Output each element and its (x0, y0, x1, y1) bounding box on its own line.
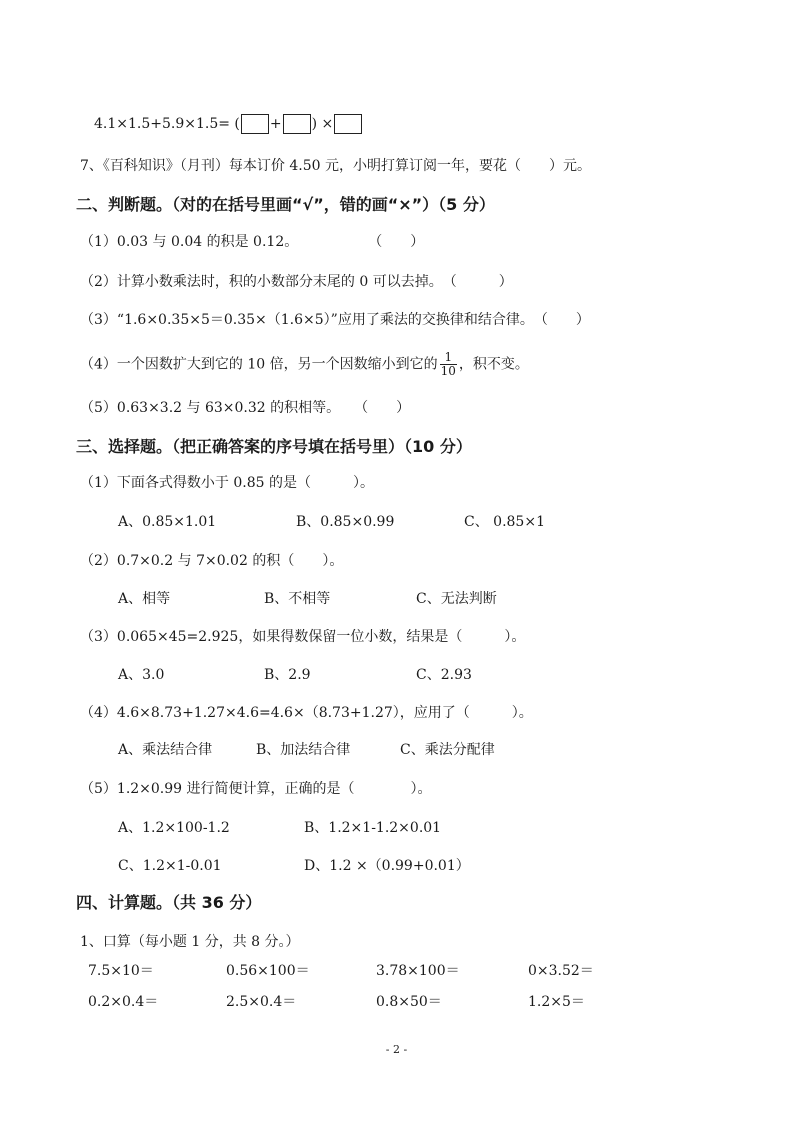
section-2-heading: 二、判断题。（对的在括号里画“√”，错的画“×”）（5 分） (76, 195, 495, 214)
judge-item-3: （3）“1.6×0.35×5＝0.35×（1.6×5）”应用了乘法的交换律和结合律。 （ ） (80, 312, 590, 328)
choice-3-option-c: C、2.93 (416, 667, 472, 683)
choice-4-option-b: B、加法结合律 (256, 742, 351, 758)
judge-item-4 (80, 351, 529, 378)
choice-4-option-a: A、乘法结合律 (118, 742, 213, 758)
section-4-heading: 四、计算题。（共 36 分） (76, 893, 262, 912)
choice-3-option-b: B、2.9 (264, 667, 311, 683)
choice-1-option-b: B、0.85×0.99 (296, 514, 395, 530)
judge-item-1: （1）0.03 与 0.04 的积是 0.12。 （ ） (80, 234, 425, 250)
choice-3-option-a: A、3.0 (118, 667, 165, 683)
oral-calc-6: 2.5×0.4＝ (226, 994, 297, 1010)
judge-item-5: （5）0.63×3.2 与 63×0.32 的积相等。 （ ） (80, 400, 411, 416)
fraction-numerator: 1 (440, 351, 457, 365)
choice-question-3: （3）0.065×45=2.925，如果得数保留一位小数，结果是（ ）。 (80, 629, 526, 645)
choice-4-option-c: C、乘法分配律 (400, 742, 495, 758)
oral-calc-subheading: 1、口算（每小题 1 分，共 8 分。） (80, 934, 300, 950)
choice-2-option-a: A、相等 (118, 591, 171, 607)
choice-5-option-b: B、1.2×1-1.2×0.01 (304, 820, 442, 836)
choice-5-option-a: A、1.2×100-1.2 (118, 820, 230, 836)
choice-5-option-c: C、1.2×1-0.01 (118, 858, 222, 874)
question-6-line (94, 114, 363, 134)
choice-question-4: （4）4.6×8.73+1.27×4.6=4.6×（8.73+1.27），应用了（ ）。 (80, 705, 533, 721)
answer-box-3[interactable] (334, 114, 362, 134)
choice-2-option-c: C、无法判断 (416, 591, 497, 607)
judge-item-4-suffix: ，积不变。 (458, 356, 529, 373)
oral-calc-1: 7.5×10＝ (88, 963, 154, 979)
page-number: - 2 - (385, 1043, 408, 1056)
question-6-text: 4.1×1.5+5.9×1.5= ( (94, 116, 240, 132)
judge-item-2: （2）计算小数乘法时，积的小数部分末尾的 0 可以去掉。 （ ） (80, 274, 513, 290)
choice-5-option-d: D、1.2 ×（0.99+0.01） (304, 858, 470, 874)
choice-2-option-b: B、不相等 (264, 591, 331, 607)
choice-1-option-a: A、0.85×1.01 (118, 514, 217, 530)
plus-sign: + (269, 116, 282, 132)
section-3-heading: 三、选择题。（把正确答案的序号填在括号里）（10 分） (76, 437, 472, 456)
choice-question-2: （2）0.7×0.2 与 7×0.02 的积（ ）。 (80, 553, 344, 569)
answer-box-2[interactable] (283, 114, 311, 134)
choice-question-1: （1）下面各式得数小于 0.85 的是（ ）。 (80, 475, 374, 491)
oral-calc-7: 0.8×50＝ (376, 994, 442, 1010)
oral-calc-8: 1.2×5＝ (528, 994, 585, 1010)
answer-box-1[interactable] (241, 114, 269, 134)
fraction-one-tenth (440, 351, 457, 378)
oral-calc-3: 3.78×100＝ (376, 963, 460, 979)
judge-item-4-prefix: （4）一个因数扩大到它的 10 倍，另一个因数缩小到它的 (80, 356, 438, 373)
oral-calc-5: 0.2×0.4＝ (88, 994, 159, 1010)
choice-question-5: （5）1.2×0.99 进行简便计算，正确的是（ ）。 (80, 781, 432, 797)
oral-calc-4: 0×3.52＝ (528, 963, 594, 979)
choice-1-option-c: C、 0.85×1 (464, 514, 545, 530)
question-7: 7、《百科知识》（月刊）每本订价 4.50 元，小明打算订阅一年，要花（ ）元。 (80, 158, 591, 174)
oral-calc-2: 0.56×100＝ (226, 963, 310, 979)
fraction-denominator: 10 (440, 364, 456, 378)
close-paren-times: ) × (311, 116, 334, 132)
